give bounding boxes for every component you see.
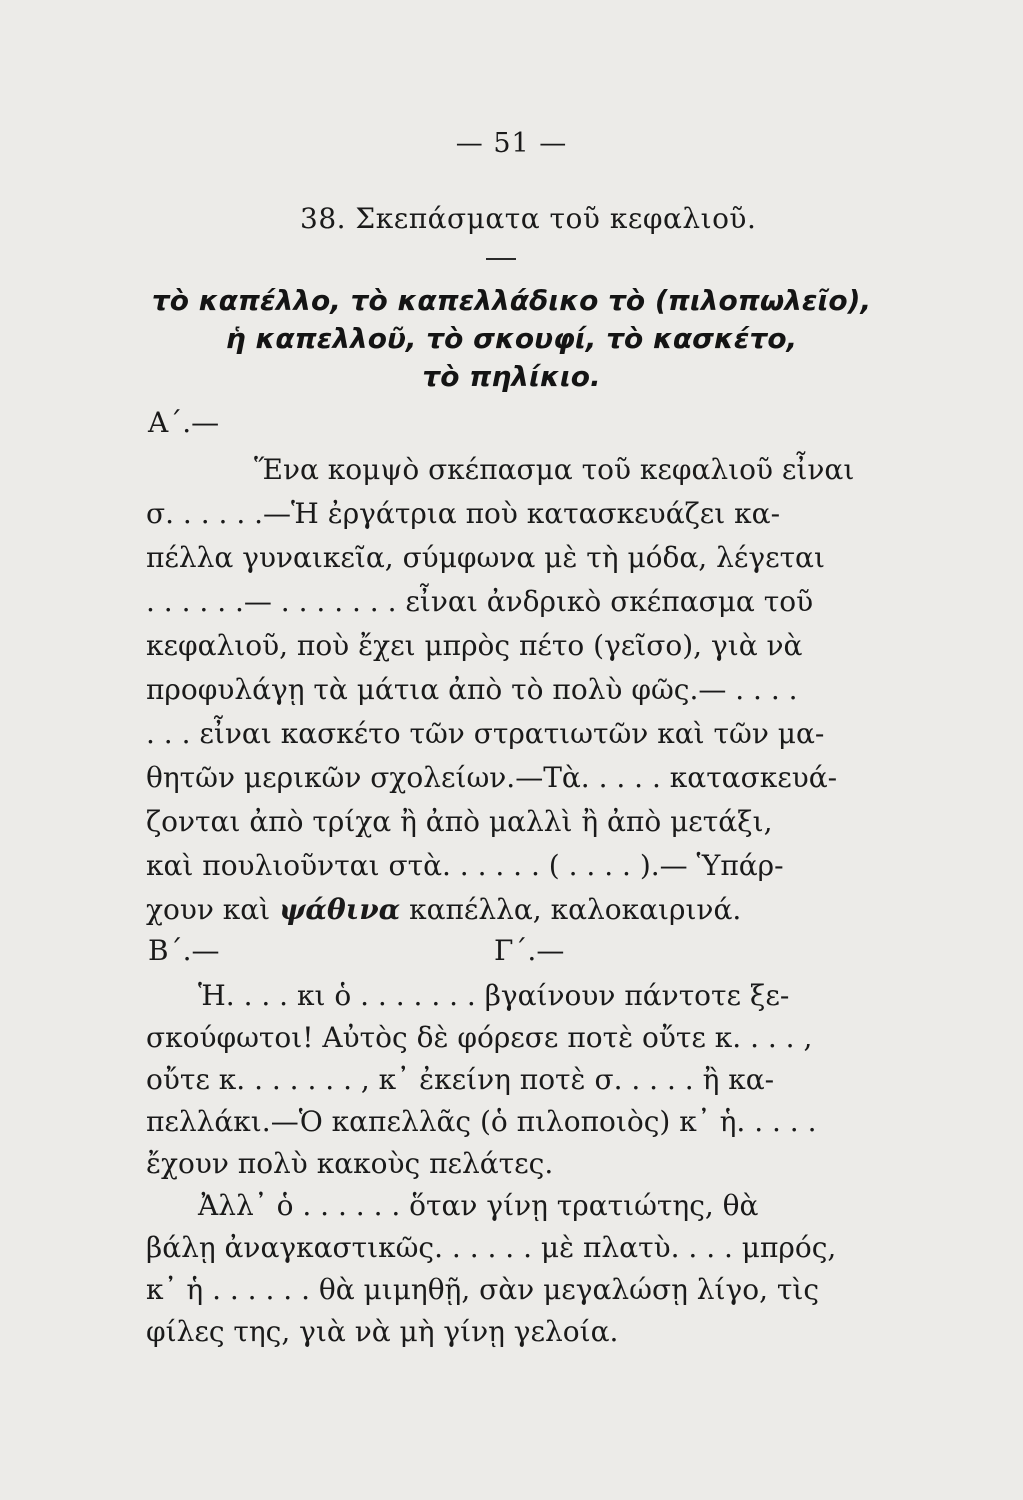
emphasized-word: ψάθινα [279, 893, 401, 926]
section-a-label: Α΄.— [148, 406, 220, 439]
text-line: πέλλα γυναικεῖα, σύμφωνα μὲ τὴ μόδα, λέγεται [146, 541, 825, 574]
text-line: οὔτε κ. . . . . . . , κ᾽ ἐκείνη ποτὲ σ. . . . . ἢ κα- [146, 1063, 775, 1096]
vocabulary-line: τὸ καπέλλο, τὸ καπελλάδικο τὸ (πιλοπωλεῖο), [151, 284, 872, 317]
text-line: πελλάκι.—Ὁ καπελλᾶς (ὁ πιλοποιὸς) κ᾽ ἡ. . . . . [146, 1105, 817, 1138]
vocabulary-line: ἡ καπελλοῦ, τὸ σκουφί, τὸ κασκέτο, [225, 322, 798, 355]
text-segment: χουν καὶ [146, 893, 271, 926]
section-c-label: Γ΄.— [494, 934, 565, 967]
text-line [146, 890, 906, 930]
text-line: θητῶν μερικῶν σχολείων.—Τὰ. . . . . κατασκευά- [146, 761, 838, 794]
text-line: βάλῃ ἀναγκαστικῶς. . . . . . μὲ πλατὺ. . . . μπρός, [146, 1231, 837, 1264]
text-line: Ἕνα κομψὸ σκέπασμα τοῦ κεφαλιοῦ εἶναι [254, 453, 855, 486]
text-line: προφυλάγῃ τὰ μάτια ἀπὸ τὸ πολὺ φῶς.— . . . . [146, 673, 798, 706]
text-segment: καπέλλα, καλοκαιρινά. [409, 893, 742, 926]
text-line: κεφαλιοῦ, ποὺ ἔχει μπρὸς πέτο (γεῖσο), γιὰ νὰ [146, 629, 803, 662]
text-line: Ἡ. . . . κι ὁ . . . . . . . βγαίνουν πάντοτε ξε- [198, 979, 790, 1012]
title-divider [486, 258, 516, 260]
text-line: κ᾽ ἡ . . . . . . θὰ μιμηθῇ, σὰν μεγαλώσῃ λίγο, τὶς [146, 1273, 820, 1306]
text-line: ζονται ἀπὸ τρίχα ἢ ἀπὸ μαλλὶ ἢ ἀπὸ μετάξι, [146, 805, 773, 838]
section-b-label: Β΄.— [148, 934, 220, 967]
chapter-title: 38. Σκεπάσματα τοῦ κεφαλιοῦ. [300, 202, 757, 235]
text-line: ἔχουν πολὺ κακοὺς πελάτες. [146, 1147, 554, 1180]
text-line: Ἀλλ᾽ ὁ . . . . . . ὅταν γίνῃ τρατιώτης, θὰ [198, 1189, 759, 1222]
text-line: . . . εἶναι κασκέτο τῶν στρατιωτῶν καὶ τῶν μα- [146, 717, 825, 750]
text-line: . . . . . .— . . . . . . . εἶναι ἀνδρικὸ σκέπασμα τοῦ [146, 585, 814, 618]
vocabulary-line: τὸ πηλίκιο. [422, 360, 601, 393]
page-number: — 51 — [455, 128, 568, 159]
text-line: φίλες της, γιὰ νὰ μὴ γίνῃ γελοία. [146, 1315, 619, 1348]
text-line: καὶ πουλιοῦνται στὰ. . . . . . ( . . . . ).— Ὑπάρ- [146, 849, 784, 882]
text-line: σκούφωτοι! Αὐτὸς δὲ φόρεσε ποτὲ οὔτε κ. . . . , [146, 1021, 813, 1054]
text-line: σ. . . . . .—Ἡ ἐργάτρια ποὺ κατασκευάζει κα- [146, 497, 781, 530]
